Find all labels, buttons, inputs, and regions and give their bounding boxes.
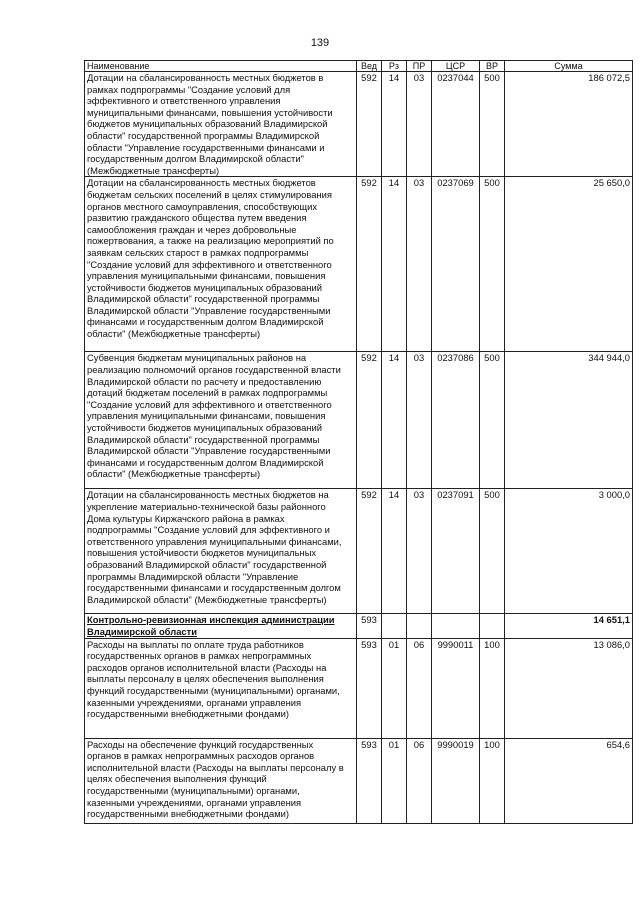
row-sum-cell: 344 944,0 [505, 352, 633, 489]
row-rz-cell: 01 [382, 638, 407, 738]
row-name-cell: Расходы на обеспечение функций государственных органов в рамках непрограммных расходов органов исполнительной власти (Расходы на выплаты персоналу в целях обеспечения выполнения функций государственными (муниципальными) органами, казенными учреждениями, органами управления государственными внебюджетными фондами) [85, 738, 357, 823]
table-row [85, 738, 633, 823]
row-csr-cell: 9990019 [432, 738, 480, 823]
row-sum-cell: 25 650,0 [505, 177, 633, 352]
row-csr-cell: 0237069 [432, 177, 480, 352]
row-ved-cell: 592 [357, 489, 382, 614]
header-rz: Рз [382, 61, 407, 72]
row-vr-cell: 500 [480, 352, 505, 489]
row-sum-cell: 186 072,5 [505, 72, 633, 177]
row-vr-cell: 100 [480, 638, 505, 738]
table-row [85, 352, 633, 489]
table-row [85, 489, 633, 614]
row-ved-cell: 593 [357, 738, 382, 823]
row-name-cell: Субвенция бюджетам муниципальных районов на реализацию полномочий органов государственной власти Владимирской области по расчету и предоставлению дотаций бюджетам поселений в рамках подпрограммы "Создание условий для эффективного и ответственного управления муниципальными финансами, повышения устойчивости бюджетов муниципальных образований Владимирской области" государственной программы Владимирской области "Управление государственными финансами и государственным долгом Владимирской области" (Межбюджетные трансферты) [85, 352, 357, 489]
row-sum-cell: 654,6 [505, 738, 633, 823]
row-rz-cell: 14 [382, 72, 407, 177]
row-pr-cell: 03 [407, 72, 432, 177]
row-rz-cell: 14 [382, 489, 407, 614]
header-name: Наименование [85, 61, 357, 72]
row-name-cell: Расходы на выплаты по оплате труда работников государственных органов в рамках непрограммных расходов органов исполнительной власти (Расходы на выплаты персоналу в целях обеспечения выполнения функций государственными (муниципальными) органами, казенными учреждениями, органами управления государственными внебюджетными фондами) [85, 638, 357, 738]
header-ved: Вед [357, 61, 382, 72]
row-csr-cell: 9990011 [432, 638, 480, 738]
row-pr-cell: 06 [407, 738, 432, 823]
row-rz-cell: 14 [382, 177, 407, 352]
row-sum-cell: 13 086,0 [505, 638, 633, 738]
row-csr-cell [432, 614, 480, 638]
table-header-row [85, 61, 633, 72]
row-vr-cell: 500 [480, 72, 505, 177]
row-name-cell: Дотации на сбалансированность местных бюджетов в рамках подпрограммы "Создание условий для эффективного и ответственного управления муниципальными финансами, повышения устойчивости бюджетов муниципальных образований Владимирской области" государственной программы Владимирской области "Управление государственными финансами и государственным долгом Владимирской области" (Межбюджетные трансферты) [85, 72, 357, 177]
table-row [85, 72, 633, 177]
row-rz-cell: 01 [382, 738, 407, 823]
row-sum-cell: 3 000,0 [505, 489, 633, 614]
row-vr-cell: 100 [480, 738, 505, 823]
row-ved-cell: 592 [357, 72, 382, 177]
row-name-cell: Дотации на сбалансированность местных бюджетов бюджетам сельских поселений в целях стимулирования органов местного самоуправления, способствующих развитию гражданского общества путем введения самообложения граждан и через добровольные пожертвования, а также на реализацию мероприятий по заявкам сельских старост в рамках подпрограммы "Создание условий для эффективного и ответственного управления муниципальными финансами, повышения устойчивости бюджетов муниципальных образований Владимирской области" государственной программы Владимирской области "Управление государственными финансами и государственным долгом Владимирской области" (Межбюджетные трансферты) [85, 177, 357, 352]
table-row [85, 614, 633, 638]
row-ved-cell: 592 [357, 352, 382, 489]
row-rz-cell [382, 614, 407, 638]
table-row [85, 638, 633, 738]
row-csr-cell: 0237044 [432, 72, 480, 177]
row-pr-cell: 03 [407, 489, 432, 614]
header-sum: Сумма [505, 61, 633, 72]
table-row [85, 177, 633, 352]
header-csr: ЦСР [432, 61, 480, 72]
row-ved-cell: 593 [357, 614, 382, 638]
header-vr: ВР [480, 61, 505, 72]
row-ved-cell: 592 [357, 177, 382, 352]
row-vr-cell: 500 [480, 177, 505, 352]
row-csr-cell: 0237091 [432, 489, 480, 614]
header-pr: ПР [407, 61, 432, 72]
row-vr-cell: 500 [480, 489, 505, 614]
page-number: 139 [310, 37, 330, 49]
row-ved-cell: 593 [357, 638, 382, 738]
row-pr-cell [407, 614, 432, 638]
row-pr-cell: 06 [407, 638, 432, 738]
row-rz-cell: 14 [382, 352, 407, 489]
row-name-cell: Контрольно-ревизионная инспекция администрации Владимирской области [85, 614, 357, 638]
row-csr-cell: 0237086 [432, 352, 480, 489]
row-pr-cell: 03 [407, 352, 432, 489]
row-sum-cell: 14 651,1 [505, 614, 633, 638]
row-vr-cell [480, 614, 505, 638]
row-pr-cell: 03 [407, 177, 432, 352]
row-name-cell: Дотации на сбалансированность местных бюджетов на укрепление материально-технической базы районного Дома культуры Киржачского района в рамках подпрограммы "Создание условий для эффективного и ответственного управления муниципальными финансами, повышения устойчивости бюджетов муниципальных образований Владимирской области" государственной программы Владимирской области "Управление государственными финансами и государственным долгом Владимирской области" (Межбюджетные трансферты) [85, 489, 357, 614]
budget-table [84, 60, 633, 824]
